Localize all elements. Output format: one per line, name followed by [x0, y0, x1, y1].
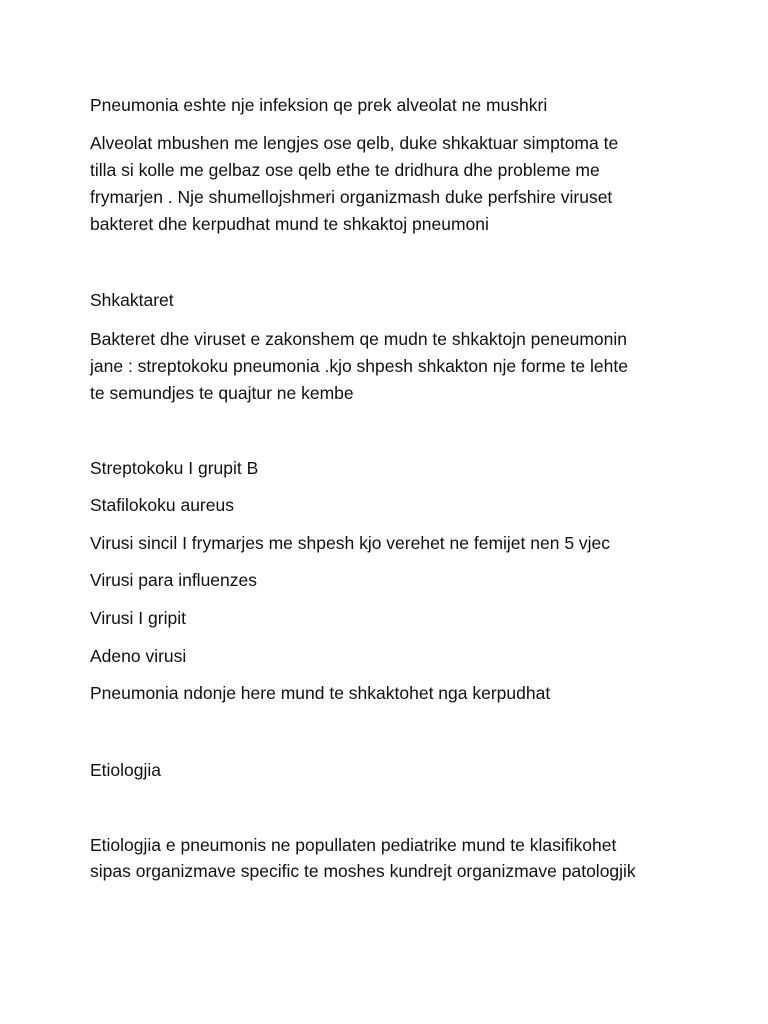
text-line-paragraph-2: te semundjes te quajtur ne kembe [90, 383, 354, 403]
section-heading-shkaktaret: Shkaktaret [90, 290, 174, 310]
list-item: Virusi sincil I frymarjes me shpesh kjo verehet ne femijet nen 5 vjec [90, 533, 611, 553]
list-item: Streptokoku I grupit B [90, 458, 259, 478]
list-item: Virusi I gripit [90, 608, 186, 628]
text-line-paragraph-2: jane : streptokoku pneumonia .kjo shpesh shkakton nje forme te lehte [90, 356, 628, 376]
text-line-paragraph-1: Alveolat mbushen me lengjes ose qelb, duke shkaktuar simptoma te [90, 133, 619, 153]
list-item: Virusi para influenzes [90, 570, 257, 590]
text-line-paragraph-1: tilla si kolle me gelbaz ose qelb ethe te dridhura dhe probleme me [90, 160, 600, 180]
list-item: Adeno virusi [90, 646, 187, 666]
text-line-paragraph-3: Etiologjia e pneumonis ne popullaten pediatrike mund te klasifikohet [90, 835, 617, 855]
text-line-paragraph-1: bakteret dhe kerpudhat mund te shkaktoj pneumoni [90, 214, 489, 234]
section-heading-etiologjia: Etiologjia [90, 760, 162, 780]
text-line-intro: Pneumonia eshte nje infeksion qe prek alveolat ne mushkri [90, 95, 548, 115]
text-line-paragraph-3: sipas organizmave specific te moshes kundrejt organizmave patologjik [90, 861, 636, 881]
text-line-paragraph-2: Bakteret dhe viruset e zakonshem qe mudn te shkaktojn peneumonin [90, 329, 627, 349]
list-item: Stafilokoku aureus [90, 495, 234, 515]
text-line-paragraph-1: frymarjen . Nje shumellojshmeri organizmash duke perfshire viruset [90, 187, 613, 207]
list-item: Pneumonia ndonje here mund te shkaktohet nga kerpudhat [90, 683, 551, 703]
